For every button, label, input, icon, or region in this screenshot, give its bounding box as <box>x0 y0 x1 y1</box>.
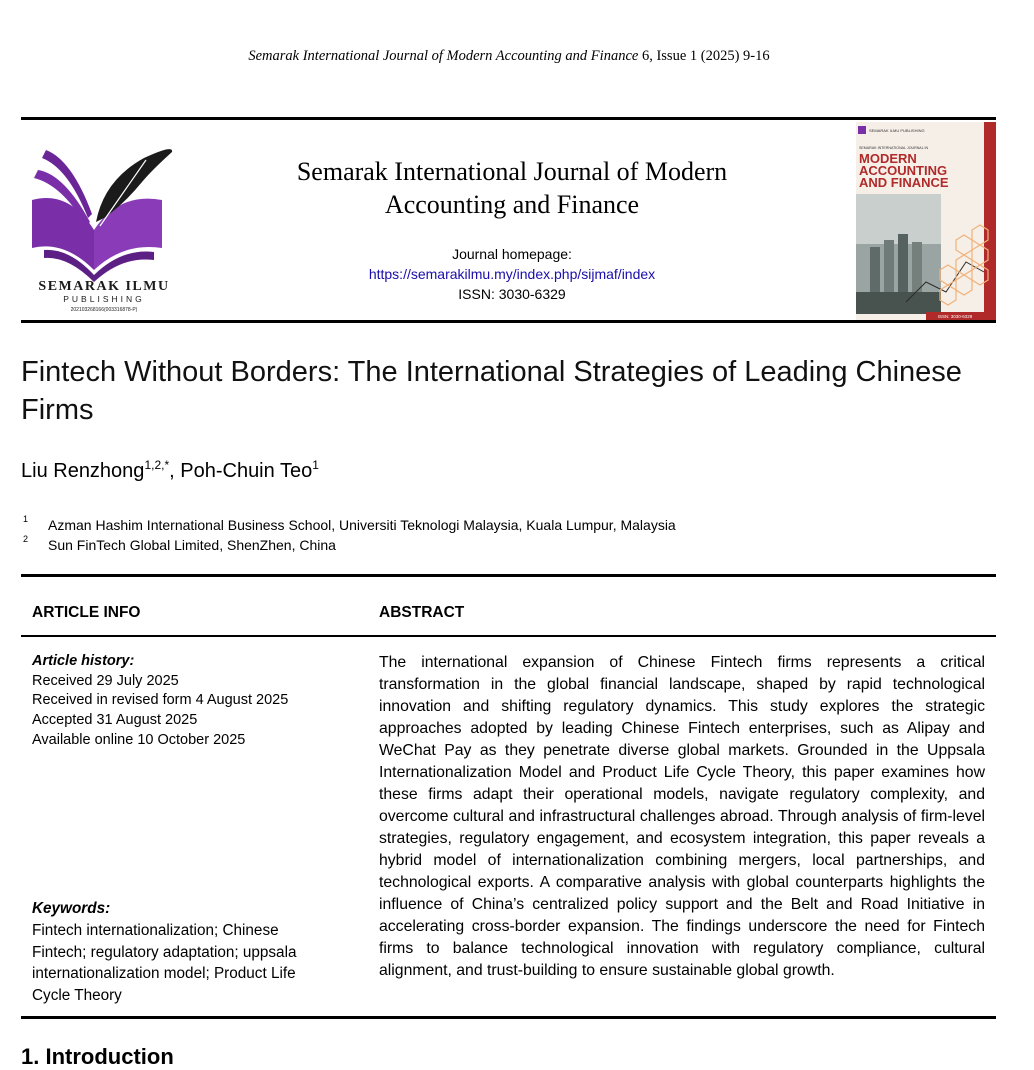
journal-title-line1: Semarak International Journal of Modern <box>296 157 728 186</box>
logo-name: SEMARAK ILMU <box>38 279 170 294</box>
running-header <box>0 48 1018 65</box>
cover-publisher: SEMARAK ILMU PUBLISHING <box>869 128 925 133</box>
history-item: Received in revised form 4 August 2025 <box>32 692 289 709</box>
book-quill-icon <box>24 130 184 315</box>
cover-title-1: MODERN <box>859 151 917 166</box>
cover-image <box>856 122 996 320</box>
history-item: Received 29 July 2025 <box>32 672 179 689</box>
author-list: Liu Renzhong$^{1,2,*}$, Poh-Chuin Teo$^1$ <box>21 458 319 482</box>
history-item: Available online 10 October 2025 <box>32 731 246 748</box>
info-bottom-rule <box>21 1016 996 1019</box>
author-name: Liu Renzhong <box>21 460 145 482</box>
journal-info <box>262 244 762 304</box>
cover-title-3: AND FINANCE <box>859 175 949 190</box>
info-mid-rule <box>21 635 996 637</box>
keywords-label: Keywords: <box>32 900 111 917</box>
author-marks: 1,2,* <box>144 458 170 472</box>
author-name: Poh-Chuin Teo <box>180 460 313 482</box>
logo-subname: PUBLISHING <box>63 294 145 304</box>
keywords <box>32 898 332 1007</box>
article-history <box>32 652 342 751</box>
cover-tagline: SEMARAK INTERNATIONAL JOURNAL IN <box>859 146 929 150</box>
affiliation-text: Azman Hashim International Business School, Universiti Teknologi Malaysia, Kuala Lumpur, Malaysia <box>48 517 676 533</box>
cover-issn: ISSN: 3030-6329 <box>937 314 973 319</box>
article-info-heading: ARTICLE INFO <box>32 604 141 621</box>
author-marks: 1 <box>312 458 319 472</box>
journal-cover <box>856 122 996 320</box>
header-bottom-rule <box>21 320 996 323</box>
section-heading: 1. Introduction <box>21 1044 174 1069</box>
issn-text: ISSN: 3030-6329 <box>458 286 566 302</box>
history-item: Accepted 31 August 2025 <box>32 712 198 729</box>
paper-title: Fintech Without Borders: The International Strategies of Leading Chinese Firms <box>21 356 962 426</box>
logo-reg: 202103268166(003316878-P) <box>70 307 138 313</box>
info-top-rule <box>21 574 996 577</box>
running-header-volume: 6, Issue 1 (2025) 9-16 <box>641 48 770 64</box>
header-top-rule <box>21 117 996 120</box>
abstract-heading: ABSTRACT <box>379 604 465 621</box>
cover-title-2: ACCOUNTING <box>859 163 948 178</box>
publisher-logo <box>24 130 184 315</box>
homepage-link[interactable]: https://semarakilmu.my/index.php/sijmaf/index <box>368 266 656 282</box>
running-header-journal: Semarak International Journal of Modern Accounting and Finance <box>248 48 639 64</box>
affiliation-text: Sun FinTech Global Limited, ShenZhen, China <box>48 537 336 553</box>
journal-title-line2: Accounting and Finance <box>384 190 640 219</box>
keywords-text: Fintech internationalization; Chinese Fintech; regulatory adaptation; uppsala internationalization model; Product Life Cycle Theory <box>32 921 297 1005</box>
homepage-label: Journal homepage: <box>452 246 572 262</box>
affiliation-number: 1 <box>23 514 29 524</box>
abstract-text: The international expansion of Chinese Fintech firms represents a critical transformation in the global financial landscape, shaped by rapid technological innovation and shifting regulatory dynamics. This study explores the strategic approaches adopted by leading Chinese Fintech enterprises, such as Alipay and WeChat Pay as they penetrate diverse global markets. Grounded in the Uppsala Internationalization Model and Product Life Cycle Theory, this paper examines how these firms adapt their operational models, navigate regulatory complexity, and overcome cultural and infrastructural challenges abroad. Through analysis of firm-level strategies, regulatory engagement, and ecosystem integration, this paper reveals a hybrid model of internationalization combining mergers, local partnerships, and technological exports. A comparative analysis with global counterparts highlights the influence of China’s centralized policy support and the Belt and Road Initiative in accelerating cross-border expansion. The findings underscore the need for Fintech firms to balance technological innovation with regulatory compliance, cultural alignment, and trust-building to ensure sustainable global growth. <box>379 654 985 979</box>
history-label: Article history: <box>32 653 135 669</box>
affiliation-number: 2 <box>23 534 29 544</box>
journal-title <box>262 155 762 221</box>
